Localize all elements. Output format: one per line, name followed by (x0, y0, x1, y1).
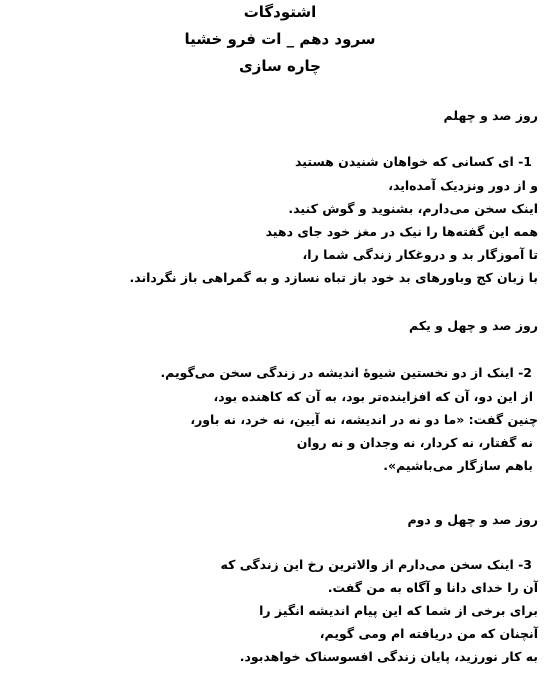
verse-line: نه گفتار، نه کردار، نه وجدان و نه روان (296, 435, 533, 450)
verse-line: از این دو، آن که افزاینده‌تر بود، به آن که کاهنده بود، (213, 389, 533, 404)
verse-line: با زبان کج وباورهای بد خود باز تباه نسازد و به گمراهی باز نگرداند. (129, 270, 538, 285)
verse-line: 1- ای کسانی که خواهان شنیدن هستید (295, 154, 532, 169)
verse-line: به کار نورزید، پایان زندگی افسوسناک خواهدبود. (239, 649, 538, 664)
verse-line: 3- اینک سخن می‌دارم از والاترین رخ این زندگی که (220, 557, 532, 572)
day-heading: روز صد و چهلم (443, 108, 538, 123)
verse-line: برای برخی از شما که این پیام اندیشه انگیز را (259, 603, 538, 618)
verse-line: چنین گفت: «ما دو نه در اندیشه، نه آیین، نه خرد، نه باور، (190, 412, 538, 427)
verse-line: اینک سخن می‌دارم، بشنوید و گوش کنید. (288, 201, 538, 216)
document-subtitle: سرود دهم _ ات فرو خشیا (184, 30, 376, 48)
verse-line: 2- اینک از دو نخستین شیوهٔ اندیشه در زندگی سخن می‌گویم. (160, 365, 532, 380)
verse-line: و از دور ونزدیک آمده‌اید، (388, 178, 538, 193)
document-title: اشتودگات (243, 3, 317, 21)
document-section-title: چاره سازی (239, 57, 321, 75)
verse-line: تا آموزگار بد و دروغکار زندگی شما را، (302, 247, 538, 262)
verse-line: آن را خدای دانا و آگاه به من گفت. (327, 580, 538, 595)
day-heading: روز صد و چهل و دوم (407, 512, 538, 527)
verse-line: باهم سازگار می‌باشیم». (383, 458, 533, 473)
day-heading: روز صد و چهل و یکم (409, 318, 538, 333)
verse-line: همه این گفته‌ها را نیک در مغز خود جای دهید (265, 224, 538, 239)
verse-line: آنچنان که من دریافته ام ومی گویم، (319, 626, 538, 641)
